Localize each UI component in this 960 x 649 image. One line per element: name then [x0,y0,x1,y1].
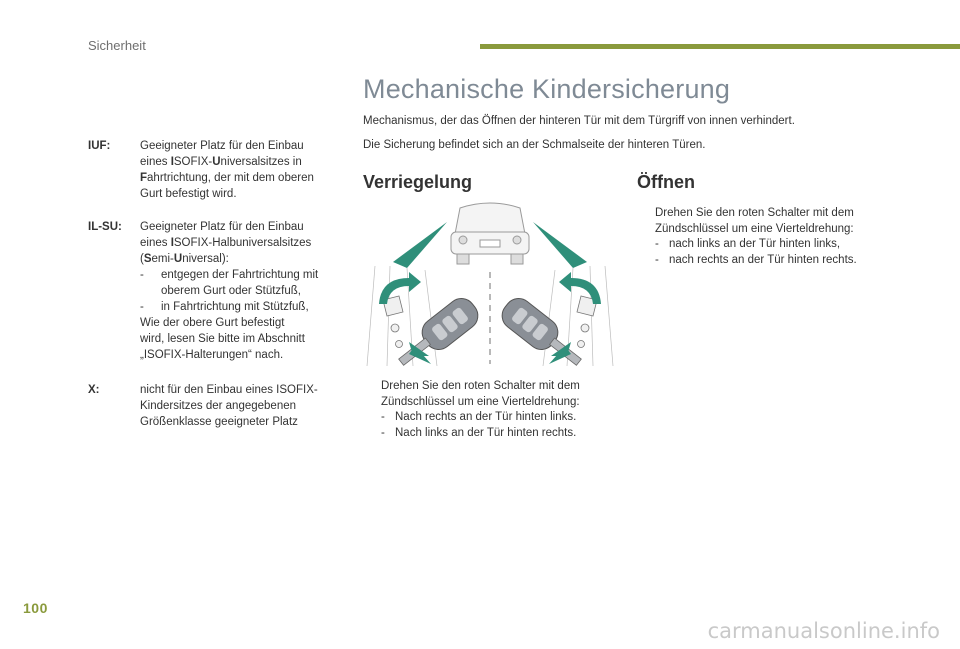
square-bullet-icon [637,206,655,237]
legend-entry [88,138,338,202]
section-title-unlocking: Öffnen [637,172,695,192]
page-title: Mechanische Kindersicherung [363,74,731,104]
intro-text-mechanism: Mechanismus, der das Öffnen der hinteren Tür mit dem Türgriff von innen verhindert. [363,115,795,127]
square-bullet-icon [363,379,381,410]
header-accent-bar [480,44,960,49]
key-right-icon [497,293,589,372]
car-rear-icon [451,203,529,264]
header-title: Sicherheit [88,38,146,53]
legend-description: Geeigneter Platz für den Einbau eines ISOFIX-Universalsitzes in Fahrtrichtung, der mit dem oberen Gurt befestigt wird. [140,140,314,200]
legend-description: nicht für den Einbau eines ISOFIX- Kindersitzes der angegebenen Größenklasse geeigneter Platz [140,384,318,428]
unlocking-instructions: Drehen Sie den roten Schalter mit dem Zündschlüssel um eine Vierteldrehung: - nach links an der Tür hinten links, - nach rechts an der Tür hinten rechts. [637,206,877,268]
legend-term: X: [88,384,100,396]
locking-subitem: Nach rechts an der Tür hinten links. [395,411,577,423]
unlocking-subitem: nach rechts an der Tür hinten rechts. [669,253,857,266]
key-left-icon [391,293,483,372]
intro-text-location: Die Sicherung befindet sich an der Schmalseite der hinteren Türen. [363,139,706,151]
sightline-left [393,222,447,268]
page-number: 100 [23,600,48,616]
legend-entry [88,382,338,430]
child-lock-illustration [365,196,615,372]
legend-entry [88,219,338,363]
sightline-right [533,222,587,268]
legend-term: IL-SU: [88,221,122,233]
unlocking-subitem: nach links an der Tür hinten links, [669,238,841,250]
locking-instructions: Drehen Sie den roten Schalter mit dem Zündschlüssel um eine Vierteldrehung: - Nach rechts an der Tür hinten links. - Nach links an der Tür hinten rechts. [363,379,603,441]
isofix-legend [88,138,338,447]
section-title-locking: Verriegelung [363,172,473,192]
legend-subitem: - entgegen der Fahrtrichtung mit oberem Gurt oder Stützfuß, [140,269,319,297]
legend-description: Geeigneter Platz für den Einbau eines ISOFIX-Halbuniversalsitzes (Semi-Universal): - entgegen der Fahrtrichtung mit oberem Gurt oder Stützfuß, - in Fahrtrichtung mit Stützfuß, Wie der obere Gurt befestigt wird, lesen Sie bitte im Abschnitt „ISOFIX-Halterungen“ nach. [140,219,338,363]
legend-subitem: - in Fahrtrichtung mit Stützfuß, [140,301,309,313]
unlocking-instruction-text: Drehen Sie den roten Schalter mit dem Zündschlüssel um eine Vierteldrehung: [655,207,854,235]
watermark-text: carmanualsonline.info [707,619,940,643]
locking-instruction-text: Drehen Sie den roten Schalter mit dem Zündschlüssel um eine Vierteldrehung: [381,380,580,408]
locking-subitem: Nach links an der Tür hinten rechts. [395,426,577,439]
legend-term: IUF: [88,140,111,152]
